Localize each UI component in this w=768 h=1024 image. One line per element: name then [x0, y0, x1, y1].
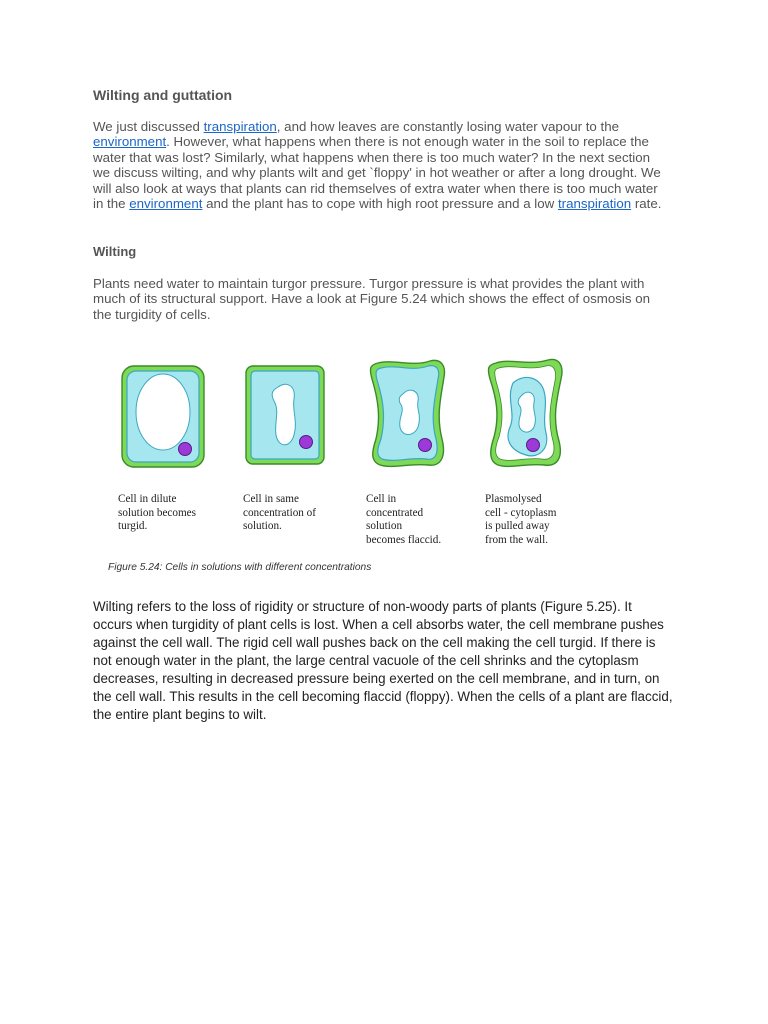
caption-line: cell - cytoplasm: [485, 506, 557, 519]
caption-line: Cell in same: [243, 493, 299, 505]
intro-text-1: We just discussed: [93, 119, 204, 134]
nucleus: [179, 443, 192, 456]
nucleus: [419, 439, 432, 452]
caption-cell-flaccid: [366, 493, 476, 547]
caption-cell-turgid: [118, 493, 228, 534]
caption-line: from the wall.: [485, 533, 549, 546]
caption-cell-plasmolysed: [485, 493, 595, 547]
vacuole: [136, 374, 190, 450]
subheading-wilting: Wilting: [93, 244, 137, 259]
caption-line: turgid.: [118, 520, 148, 533]
caption-line: solution becomes: [118, 506, 196, 519]
cell-isotonic: [246, 366, 324, 464]
environment-link-2[interactable]: environment: [129, 196, 203, 212]
cell-turgid: [122, 366, 204, 467]
caption-line: concentration of: [243, 506, 316, 519]
intro-paragraph: [93, 119, 668, 211]
caption-line: Cell in: [366, 493, 397, 505]
caption-line: concentrated: [366, 506, 424, 519]
nucleus: [300, 436, 313, 449]
cell-flaccid: [370, 360, 444, 466]
transpiration-link-2[interactable]: transpiration: [557, 196, 632, 212]
intro-text-2: , and how leaves are constantly losing water vapour to the: [276, 119, 620, 134]
environment-link[interactable]: environment: [93, 134, 167, 150]
vacuole: [399, 390, 419, 434]
caption-line: solution.: [243, 520, 282, 533]
caption-line: solution: [366, 520, 403, 533]
wilting-paragraph: Wilting refers to the loss of rigidity or structure of non-woody parts of plants (Figure 5.25). It occurs when turgidity of plant cells is lost. When a cell absorbs water, the cell membrane pushes against the cell wall. The rigid cell wall pushes back on the cell making the cell turgid. If there is not enough water in the plant, the large central vacuole of the cell shrinks and the cytoplasm decreases, resulting in decreased pressure being exerted on the cell membrane, and in turn, on the cell wall. This results in the cell becoming flaccid (floppy). When the cells of a plant are flaccid, the entire plant begins to wilt.: [93, 599, 673, 722]
cell-plasmolysed: [488, 359, 562, 466]
section-heading: Wilting and guttation: [93, 87, 233, 103]
figure-caption: Figure 5.24: Cells in solutions with different concentrations: [108, 562, 372, 573]
transpiration-link[interactable]: transpiration: [203, 119, 277, 134]
cells-illustration: [108, 355, 588, 485]
caption-cell-isotonic: [243, 493, 353, 534]
turgor-paragraph: Plants need water to maintain turgor pressure. Turgor pressure is what provides the plant with much of its structural support. Have a look at Figure 5.24 which shows the effect of osmosis on the turgidity of cells.: [93, 276, 651, 322]
nucleus: [527, 439, 540, 452]
intro-text-4: and the plant has to cope with high root pressure and a low: [202, 196, 558, 212]
caption-line: becomes flaccid.: [366, 533, 442, 546]
intro-text-5: rate.: [631, 196, 662, 212]
intro-text-3: . However, what happens when there is not enough water in the soil to replace the water that was lost? Similarly, what happens when there is too much water? In the next section we discuss wilting, and why plants wilt and get `floppy' in hot weather or after a long drought. We will also look at ways that plants can rid themselves of extra water when there is too much water in the: [93, 134, 661, 212]
caption-line: is pulled away: [485, 520, 550, 533]
caption-line: Cell in dilute: [118, 493, 177, 505]
figure-5-24: [108, 355, 588, 585]
vacuole: [518, 392, 535, 432]
caption-line: Plasmolysed: [485, 493, 542, 505]
